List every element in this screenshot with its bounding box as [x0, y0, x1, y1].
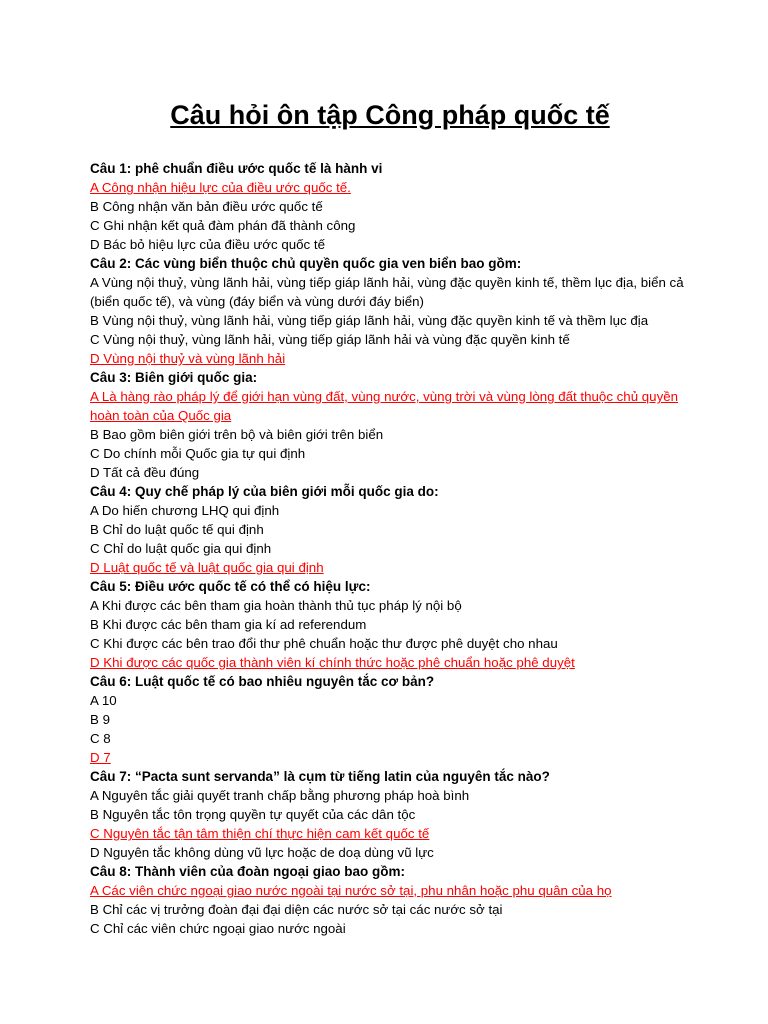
question-block: [90, 159, 690, 254]
answer-option: B Vùng nội thuỷ, vùng lãnh hải, vùng tiếp giáp lãnh hải, vùng đặc quyền kinh tế và thềm lục địa: [90, 313, 649, 328]
question-block: [90, 482, 690, 577]
answer-option: B Công nhận văn bản điều ước quốc tế: [90, 199, 323, 214]
question-text: Câu 8: Thành viên của đoàn ngoại giao bao gồm:: [90, 864, 406, 879]
answer-option-correct: D Khi được các quốc gia thành viên kí chính thức hoặc phê chuẩn hoặc phê duyệt: [90, 655, 575, 670]
question-text: Câu 3: Biên giới quốc gia:: [90, 370, 258, 385]
answer-option: C Chỉ do luật quốc gia qui định: [90, 541, 272, 556]
answer-option: B Chỉ do luật quốc tế qui định: [90, 522, 264, 537]
answer-option: A Vùng nội thuỷ, vùng lãnh hải, vùng tiếp giáp lãnh hải, vùng đặc quyền kinh tế, thềm lục địa, biển cả (biển quốc tế), và vùng (đáy biển và vùng dưới đáy biển): [90, 275, 684, 309]
answer-option: C Vùng nội thuỷ, vùng lãnh hải, vùng tiếp giáp lãnh hải và vùng đặc quyền kinh tế: [90, 332, 570, 347]
answer-option: C Ghi nhận kết quả đàm phán đã thành công: [90, 218, 356, 233]
answer-option: D Bác bỏ hiệu lực của điều ước quốc tế: [90, 237, 325, 252]
question-block: [90, 577, 690, 672]
question-text: Câu 1: phê chuẩn điều ước quốc tế là hành vi: [90, 161, 383, 176]
question-text: Câu 7: “Pacta sunt servanda” là cụm từ tiếng latin của nguyên tắc nào?: [90, 769, 550, 784]
answer-option: A 10: [90, 693, 117, 708]
document-page: [90, 95, 690, 938]
answer-option: B 9: [90, 712, 110, 727]
answer-option: A Khi được các bên tham gia hoàn thành thủ tục pháp lý nội bộ: [90, 598, 462, 613]
answer-option-correct: D Vùng nội thuỷ và vùng lãnh hải: [90, 351, 286, 366]
question-text: Câu 2: Các vùng biển thuộc chủ quyền quốc gia ven biển bao gồm:: [90, 256, 522, 271]
question-text: Câu 6: Luật quốc tế có bao nhiêu nguyên tắc cơ bản?: [90, 674, 435, 689]
answer-option: B Nguyên tắc tôn trọng quyền tự quyết của các dân tộc: [90, 807, 416, 822]
answer-option-correct: C Nguyên tắc tận tâm thiện chí thực hiện cam kết quốc tế: [90, 826, 430, 841]
answer-option: C Khi được các bên trao đổi thư phê chuẩn hoặc thư được phê duyệt cho nhau: [90, 636, 558, 651]
question-block: [90, 862, 690, 938]
answer-option: A Nguyên tắc giải quyết tranh chấp bằng phương pháp hoà bình: [90, 788, 470, 803]
answer-option-correct: A Công nhận hiệu lực của điều ước quốc tế.: [90, 180, 351, 195]
question-text: Câu 5: Điều ước quốc tế có thể có hiệu lực:: [90, 579, 371, 594]
answer-option: D Nguyên tắc không dùng vũ lực hoặc de doạ dùng vũ lực: [90, 845, 434, 860]
answer-option: D Tất cả đều đúng: [90, 465, 200, 480]
answer-option-correct: A Là hàng rào pháp lý để giới hạn vùng đất, vùng nước, vùng trời và vùng lòng đất thuộc chủ quyền hoàn toàn của Quốc gia: [90, 389, 679, 423]
question-block: [90, 368, 690, 482]
question-block: [90, 672, 690, 767]
question-text: Câu 4: Quy chế pháp lý của biên giới mỗi quốc gia do:: [90, 484, 439, 499]
answer-option: C 8: [90, 731, 111, 746]
page-title: Câu hỏi ôn tập Công pháp quốc tế: [170, 100, 610, 130]
answer-option: B Khi được các bên tham gia kí ad referendum: [90, 617, 367, 632]
answer-option: C Chỉ các viên chức ngoại giao nước ngoài: [90, 921, 346, 936]
answer-option: A Do hiến chương LHQ qui định: [90, 503, 280, 518]
answer-option: C Do chính mỗi Quốc gia tự qui định: [90, 446, 306, 461]
answer-option: B Bao gồm biên giới trên bộ và biên giới trên biển: [90, 427, 384, 442]
answer-option-correct: D 7: [90, 750, 111, 765]
answer-option: B Chỉ các vị trưởng đoàn đại đại diện các nước sở tại các nước sở tại: [90, 902, 503, 917]
question-block: [90, 767, 690, 862]
answer-option-correct: A Các viên chức ngoại giao nước ngoài tại nước sở tại, phu nhân hoặc phu quân của họ: [90, 883, 612, 898]
answer-option-correct: D Luật quốc tế và luật quốc gia qui định: [90, 560, 324, 575]
question-block: [90, 254, 690, 368]
